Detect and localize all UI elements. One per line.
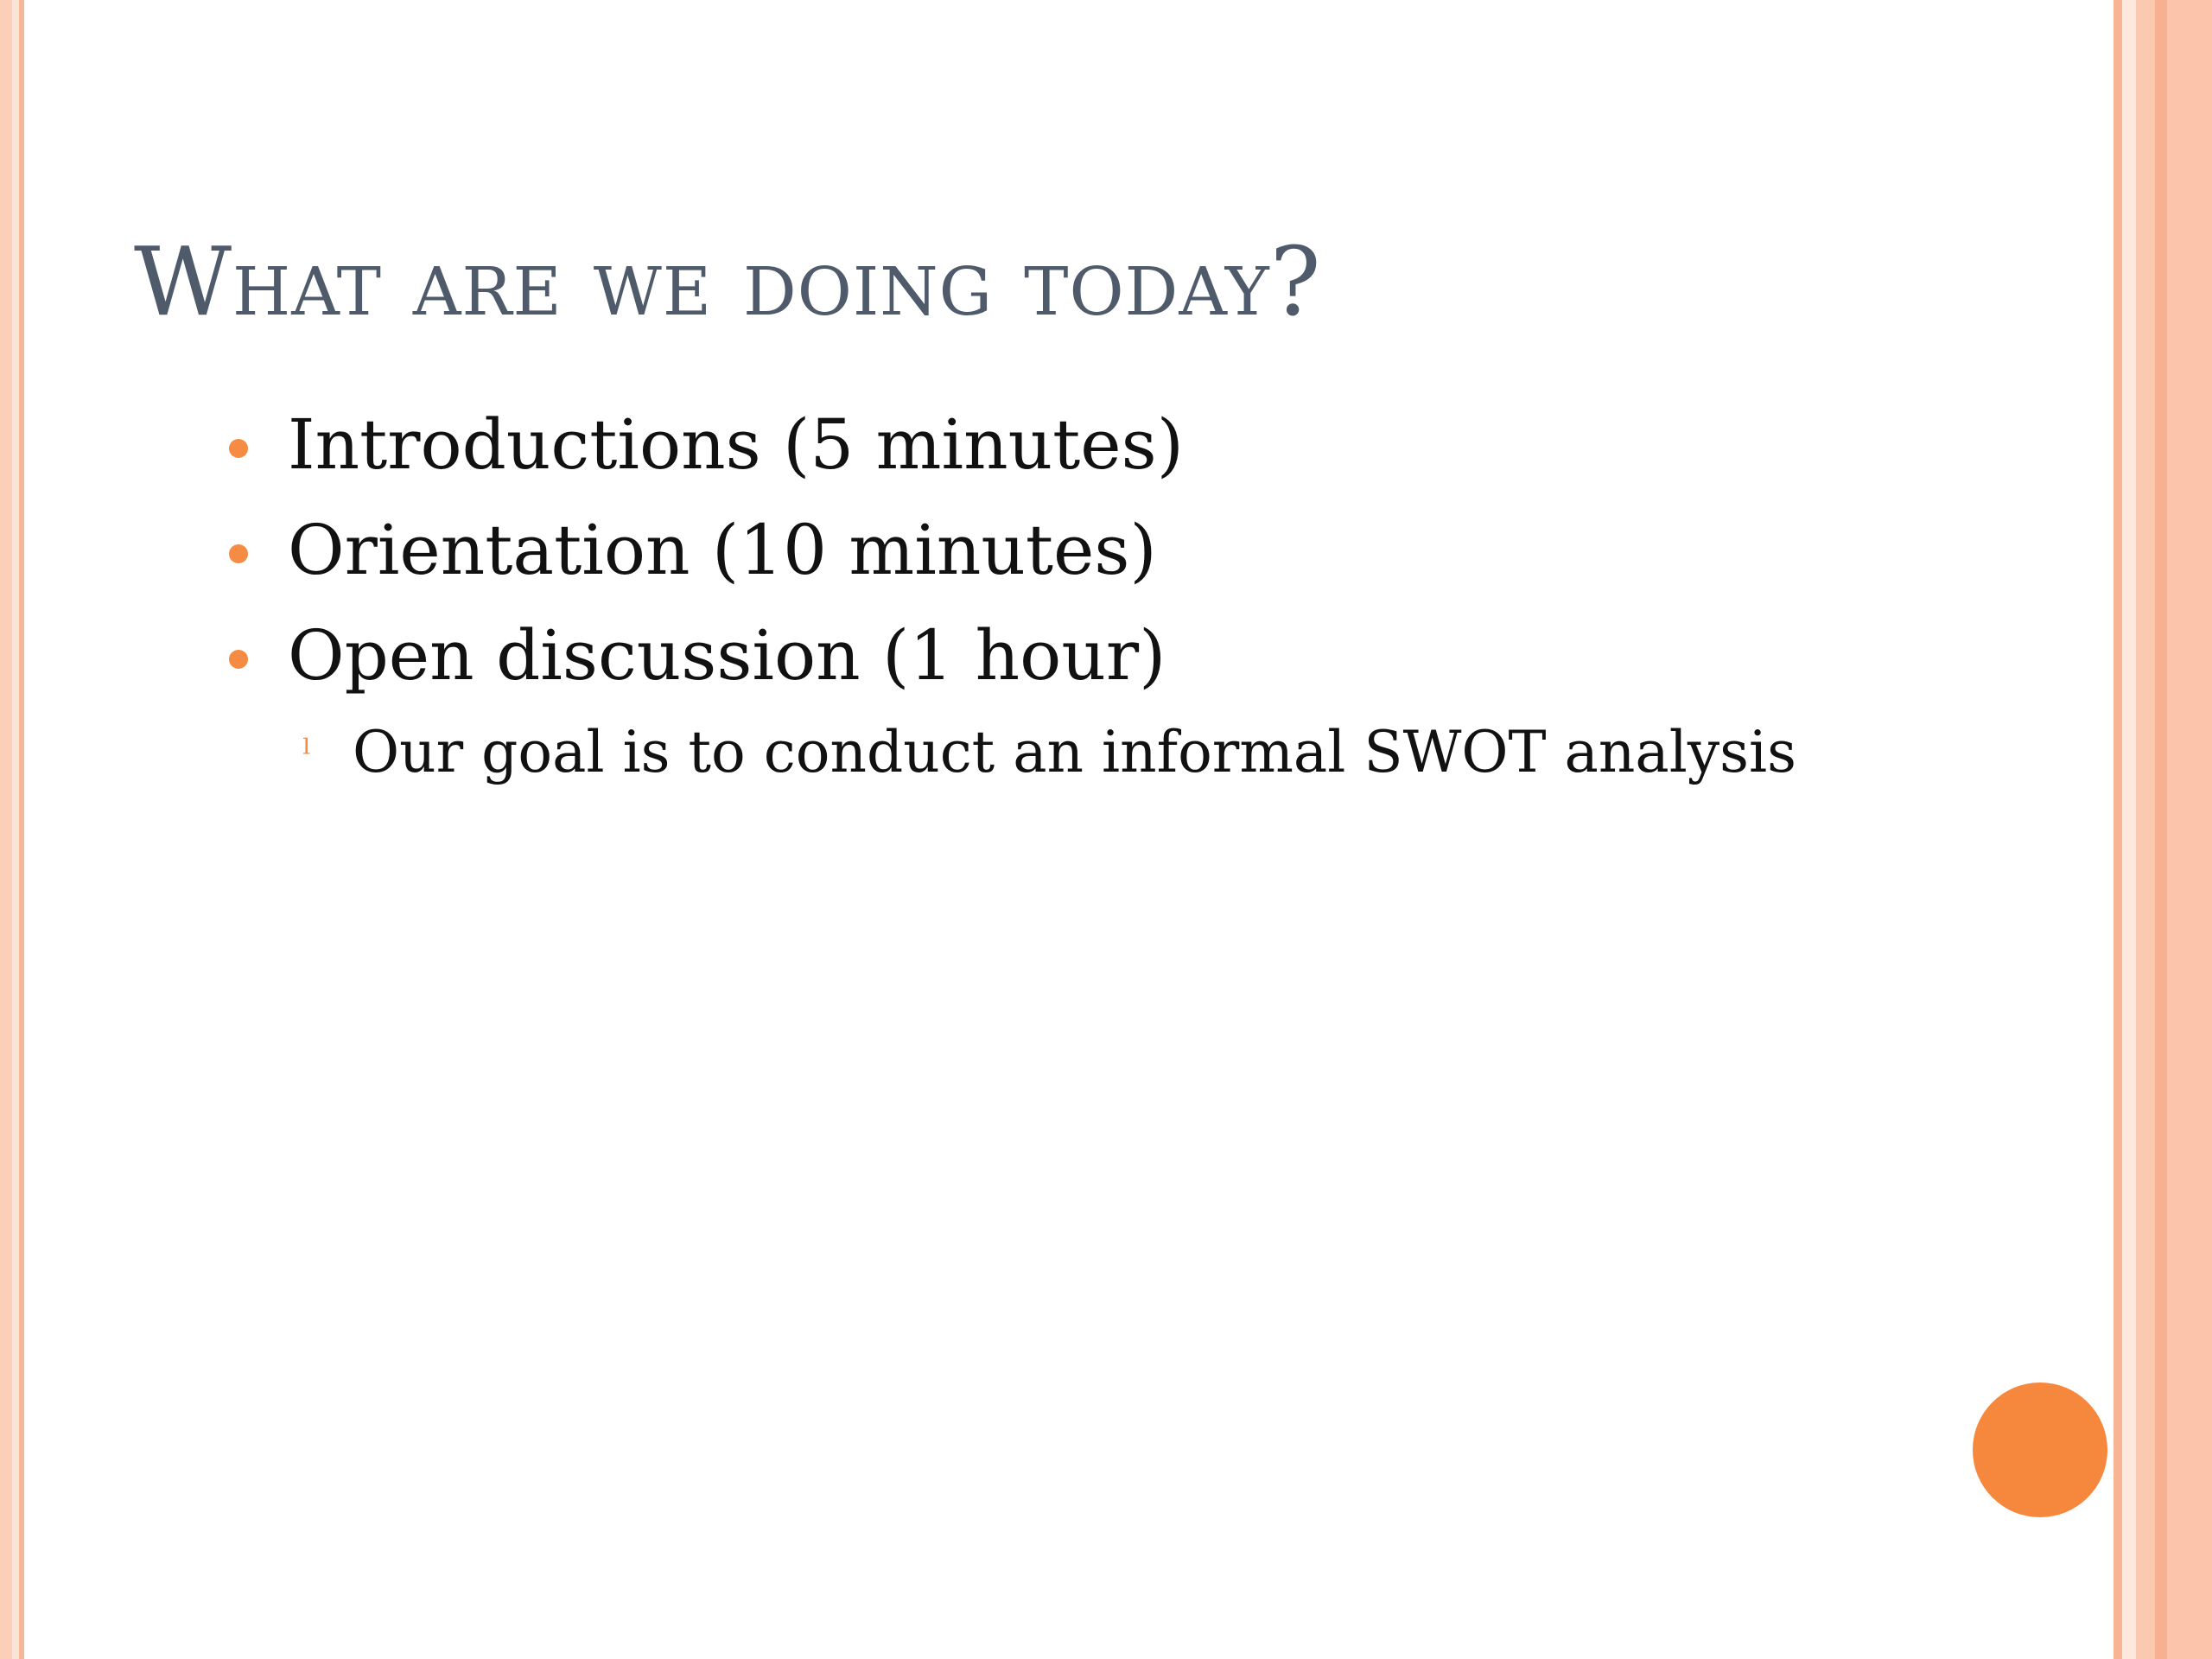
right-border-stripe bbox=[2155, 0, 2167, 1659]
bullet-item bbox=[220, 503, 1157, 608]
circle-bullet-icon bbox=[229, 650, 248, 669]
orange-circle-icon bbox=[1973, 1382, 2107, 1517]
right-border-stripe bbox=[2167, 0, 2212, 1659]
bullet-text: Introductions (5 minutes) bbox=[288, 404, 1184, 485]
bullet-list bbox=[220, 397, 1796, 791]
bullet-text: Open discussion (1 hour) bbox=[288, 615, 1166, 696]
sub-bullet-marker-icon: ˡ bbox=[302, 732, 312, 776]
left-border-stripe bbox=[12, 0, 19, 1659]
right-border-stripe bbox=[2122, 0, 2136, 1659]
right-border-stripe bbox=[2136, 0, 2155, 1659]
circle-bullet-icon bbox=[229, 439, 248, 458]
slide-title: What are we doing today? bbox=[134, 226, 1322, 337]
left-border-stripe bbox=[0, 0, 12, 1659]
sub-bullet-text: Our goal is to conduct an informal SWOT analysis bbox=[353, 719, 1796, 785]
circle-bullet-icon bbox=[229, 544, 248, 563]
right-border-stripe bbox=[2113, 0, 2122, 1659]
left-border-stripe bbox=[19, 0, 24, 1659]
bullet-item bbox=[220, 397, 1184, 503]
bullet-item bbox=[220, 608, 1166, 714]
bullet-text: Orientation (10 minutes) bbox=[288, 510, 1157, 590]
